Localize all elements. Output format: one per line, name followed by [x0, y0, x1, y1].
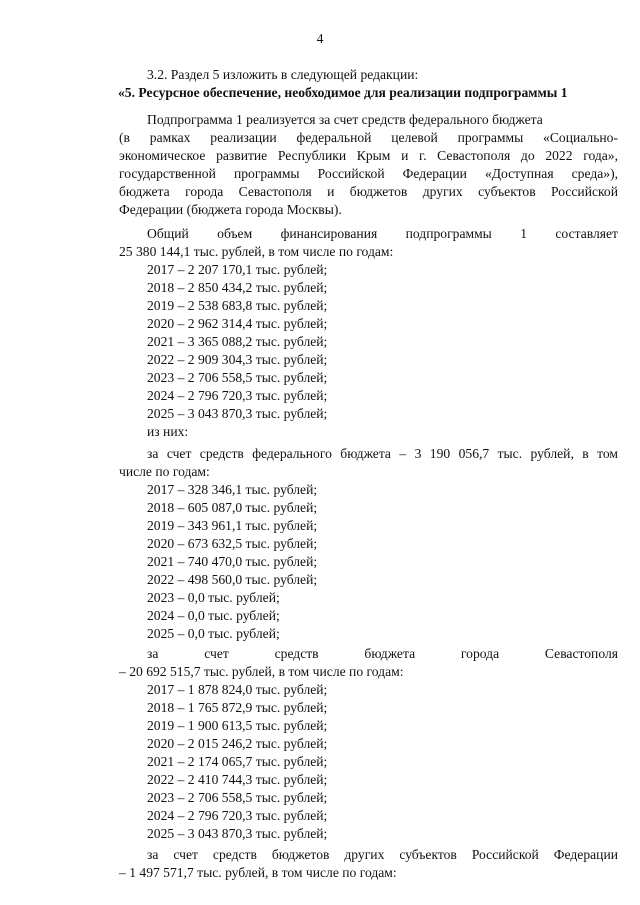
intro-line: экономическое развитие Республики Крым и г. Севастополя до 2022 года»,	[119, 148, 618, 163]
list-item: 2022 – 2 909 304,3 тыс. рублей;	[147, 352, 328, 367]
list-item: 2018 – 1 765 872,9 тыс. рублей;	[147, 700, 328, 715]
list-item: 2023 – 2 706 558,5 тыс. рублей;	[147, 790, 328, 805]
list-item: 2021 – 3 365 088,2 тыс. рублей;	[147, 334, 328, 349]
page-number: 4	[316, 31, 324, 46]
list-item: 2017 – 2 207 170,1 тыс. рублей;	[147, 262, 328, 277]
intro-line: Федерации (бюджета города Москвы).	[119, 202, 342, 217]
list-item: 2023 – 0,0 тыс. рублей;	[147, 590, 280, 605]
intro-line: бюджета города Севастополя и бюджетов других субъектов Российской	[119, 184, 618, 199]
list-item: 2022 – 498 560,0 тыс. рублей;	[147, 572, 318, 587]
total-line: 25 380 144,1 тыс. рублей, в том числе по годам:	[119, 244, 394, 259]
other-subjects-line: – 1 497 571,7 тыс. рублей, в том числе по годам:	[119, 865, 397, 880]
list-item: 2019 – 1 900 613,5 тыс. рублей;	[147, 718, 328, 733]
section-heading: 3.2. Раздел 5 изложить в следующей редакции:	[147, 67, 419, 82]
intro-line: государственной программы Российской Федерации «Доступная среда»),	[119, 166, 618, 181]
list-item: 2018 – 2 850 434,2 тыс. рублей;	[147, 280, 328, 295]
list-item: 2019 – 343 961,1 тыс. рублей;	[147, 518, 318, 533]
federal-line: числе по годам:	[119, 464, 210, 479]
list-item: 2020 – 2 962 314,4 тыс. рублей;	[147, 316, 328, 331]
list-item: 2025 – 3 043 870,3 тыс. рублей;	[147, 826, 328, 841]
list-item: 2022 – 2 410 744,3 тыс. рублей;	[147, 772, 328, 787]
other-subjects-line: за счет средств бюджетов других субъектов Российской Федерации	[147, 847, 618, 862]
section-title: «5. Ресурсное обеспечение, необходимое для реализации подпрограммы 1	[118, 85, 568, 100]
list-item: 2017 – 328 346,1 тыс. рублей;	[147, 482, 318, 497]
list-item: 2019 – 2 538 683,8 тыс. рублей;	[147, 298, 328, 313]
sevastopol-line: за счет средств бюджета города Севастополя	[147, 646, 618, 661]
list-item: 2025 – 0,0 тыс. рублей;	[147, 626, 280, 641]
sevastopol-line: – 20 692 515,7 тыс. рублей, в том числе по годам:	[119, 664, 404, 679]
list-item: 2017 – 1 878 824,0 тыс. рублей;	[147, 682, 328, 697]
list-item: 2021 – 2 174 065,7 тыс. рублей;	[147, 754, 328, 769]
total-line: Общий объем финансирования подпрограммы 1 составляет	[147, 226, 618, 241]
list-item: 2020 – 673 632,5 тыс. рублей;	[147, 536, 318, 551]
list-item: 2021 – 740 470,0 тыс. рублей;	[147, 554, 318, 569]
list-item: 2020 – 2 015 246,2 тыс. рублей;	[147, 736, 328, 751]
intro-line: Подпрограмма 1 реализуется за счет средств федерального бюджета	[147, 112, 543, 127]
list-item: 2024 – 2 796 720,3 тыс. рублей;	[147, 388, 328, 403]
federal-line: за счет средств федерального бюджета – 3 190 056,7 тыс. рублей, в том	[147, 446, 618, 461]
list-item: 2025 – 3 043 870,3 тыс. рублей;	[147, 406, 328, 421]
list-item: 2023 – 2 706 558,5 тыс. рублей;	[147, 370, 328, 385]
list-item: 2024 – 0,0 тыс. рублей;	[147, 608, 280, 623]
list-item: 2024 – 2 796 720,3 тыс. рублей;	[147, 808, 328, 823]
list-item: 2018 – 605 087,0 тыс. рублей;	[147, 500, 318, 515]
of-them-label: из них:	[147, 424, 189, 439]
intro-line: (в рамках реализации федеральной целевой программы «Социально-	[119, 130, 618, 145]
